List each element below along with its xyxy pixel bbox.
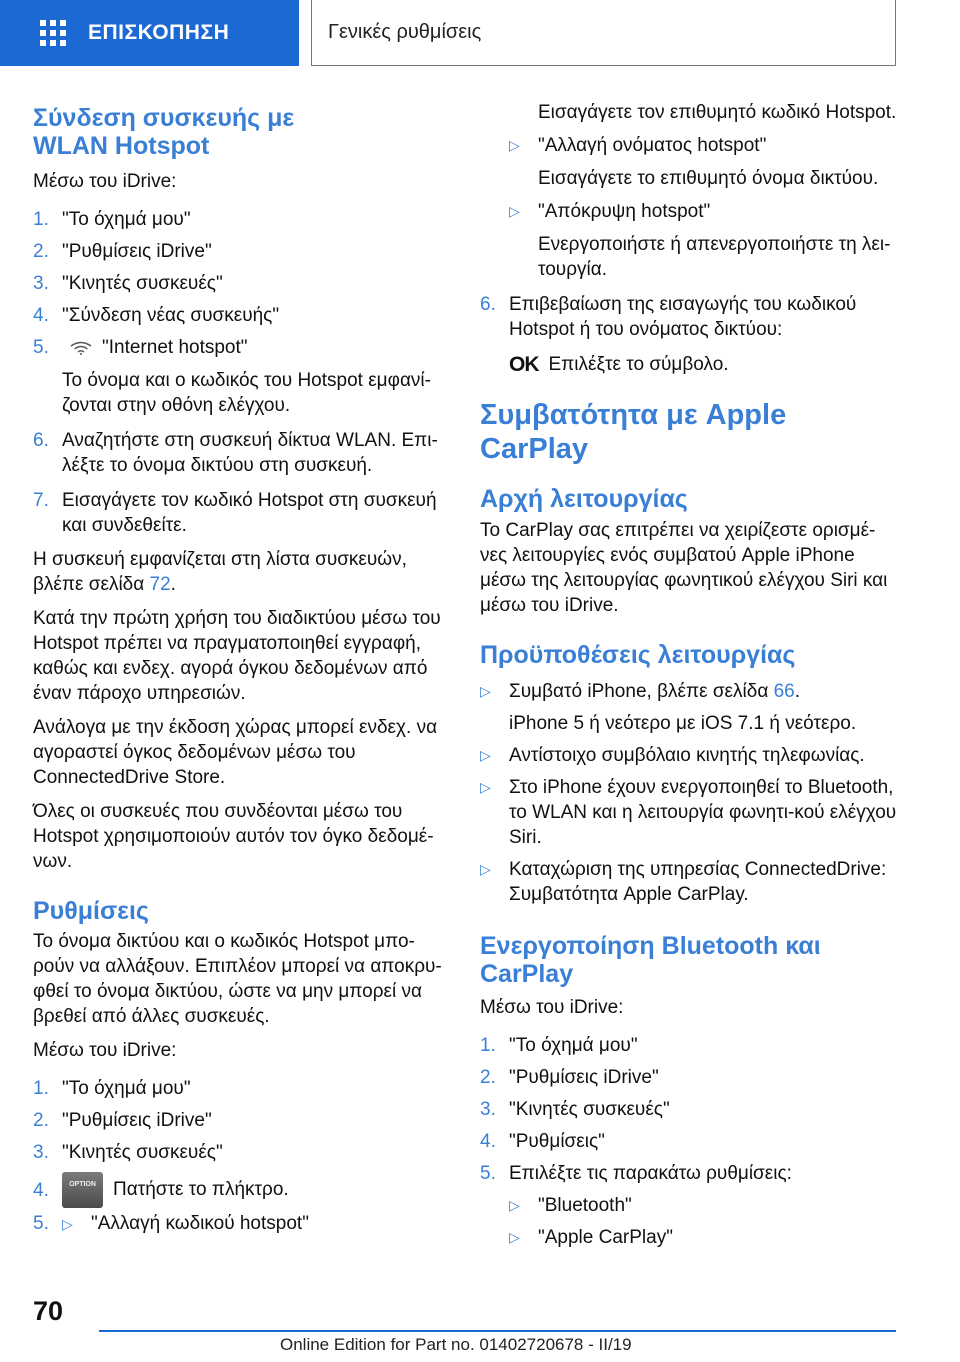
step-text: Επιλέξτε το σύμβολο.	[548, 354, 729, 375]
list-item	[480, 1193, 900, 1218]
step-text: "Κινητές συσκευές"	[509, 1099, 670, 1121]
step-number: 5.	[480, 1163, 496, 1185]
list-item	[33, 271, 453, 296]
list-item	[480, 1225, 900, 1250]
step-text: "Το όχημά μου"	[62, 209, 191, 230]
step-number: 5.	[33, 1213, 49, 1234]
step-number: 3.	[33, 273, 49, 294]
right-column	[480, 100, 900, 1250]
list-item	[33, 239, 453, 264]
bullet-note: Ενεργοποιήστε ή απενεργοποιήστε τη λει-τουργία.	[538, 234, 891, 280]
step-text: "Το όχημά μου"	[62, 1078, 191, 1099]
top-navigation-bar	[0, 0, 960, 66]
paragraph-text: .	[170, 574, 176, 595]
step-text: "Κινητές συσκευές"	[62, 273, 223, 294]
list-item	[33, 1211, 453, 1237]
list-item	[33, 428, 453, 478]
bullet-triangle-icon: ▷	[480, 779, 491, 796]
list-item	[480, 775, 900, 850]
step-number: 2.	[33, 241, 49, 262]
step-text: Αναζητήστε στη συσκευή δίκτυα WLAN. Επι-λέξτε το όνομα δικτύου στη συσκευή.	[62, 430, 438, 476]
step-text: Πατήστε το πλήκτρο.	[113, 1179, 289, 1201]
step-text: "Ρυθμίσεις iDrive"	[62, 1110, 212, 1131]
grid-menu-icon	[40, 20, 66, 46]
via-idrive-text: Μέσω του iDrive:	[33, 171, 177, 192]
bullet-note: iPhone 5 ή νεότερο με iOS 7.1 ή νεότερο.	[509, 713, 857, 735]
bullet-triangle-icon: ▷	[509, 203, 520, 219]
step-number: 4.	[33, 305, 49, 326]
step-note: Το όνομα και ο κωδικός του Hotspot εμφανί-ζονται στην οθόνη ελέγχου.	[62, 370, 431, 416]
bullet-triangle-icon: ▷	[480, 683, 491, 700]
bullet-text: Συμβατό iPhone, βλέπε σελίδα	[509, 681, 774, 703]
step-text: Επιλέξτε τις παρακάτω ρυθμίσεις:	[509, 1163, 792, 1185]
paragraph-device-list	[33, 547, 453, 597]
wifi-icon	[70, 341, 92, 355]
tab-section-title[interactable]: Γενικές ρυθμίσεις	[311, 0, 896, 66]
section-title-prerequisites: Προϋποθέσεις λειτουργίας	[480, 641, 796, 670]
step-number: 1.	[33, 209, 49, 230]
list-item	[33, 1140, 453, 1165]
step-number: 2.	[480, 1067, 496, 1089]
section-title-activate: Ενεργοποίηση Bluetooth και CarPlay	[480, 932, 821, 989]
bullet-text: "Αλλαγή ονόματος hotspot"	[538, 135, 767, 156]
section-title-carplay: Συμβατότητα με Apple CarPlay	[480, 399, 787, 466]
bullet-text: Αντίστοιχο συμβόλαιο κινητής τηλεφωνίας.	[509, 745, 865, 767]
bullet-triangle-icon: ▷	[62, 1216, 73, 1232]
step-text: Εισαγάγετε τον κωδικό Hotspot στη συσκευή και συνδεθείτε.	[62, 490, 437, 536]
step-text: "Σύνδεση νέας συσκευής"	[62, 305, 280, 326]
list-item	[480, 1033, 900, 1058]
step-text: "Αλλαγή κωδικού hotspot"	[91, 1213, 309, 1234]
page-number: 70	[33, 1296, 64, 1326]
section-title-wlan-hotspot: Σύνδεση συσκευής με WLAN Hotspot	[33, 104, 295, 160]
step-text: "Ρυθμίσεις iDrive"	[509, 1067, 659, 1089]
bullet-note: Εισαγάγετε το επιθυμητό όνομα δικτύου.	[538, 168, 879, 189]
step-number: 3.	[480, 1099, 496, 1121]
bullet-text: "Bluetooth"	[538, 1195, 632, 1217]
left-column	[33, 96, 453, 1237]
settings-steps-list	[33, 1076, 453, 1237]
step-text: "Το όχημά μου"	[509, 1035, 638, 1057]
via-idrive-text: Μέσω του iDrive:	[33, 1040, 177, 1061]
activate-steps-list	[480, 1033, 900, 1250]
paragraph-data-volume: Ανάλογα με την έκδοση χώρας μπορεί ενδεχ. να αγοραστεί όγκος δεδομένων μέσω του ConnectedDrive Store.	[33, 717, 438, 788]
list-item	[480, 1129, 900, 1154]
step-number: 5.	[33, 337, 49, 358]
list-item	[480, 679, 900, 704]
step-number: 7.	[33, 490, 49, 511]
page-link[interactable]: 72	[149, 574, 171, 595]
list-item	[480, 1097, 900, 1122]
section-title-settings: Ρυθμίσεις	[33, 897, 149, 925]
list-item	[33, 303, 453, 328]
step-text: "Ρυθμίσεις"	[509, 1131, 605, 1153]
list-item	[33, 1076, 453, 1101]
steps-list	[33, 207, 453, 538]
bullet-triangle-icon: ▷	[509, 1229, 520, 1246]
bullet-text: "Apple CarPlay"	[538, 1227, 673, 1249]
list-item	[33, 1172, 453, 1208]
tab-overview-label: ΕΠΙΣΚΟΠΗΣΗ	[88, 21, 230, 44]
footer-edition-text: Online Edition for Part no. 01402720678 - II/19	[280, 1335, 632, 1354]
step-text: "Internet hotspot"	[102, 337, 248, 358]
bullet-text: .	[794, 681, 801, 703]
paragraph-registration: Κατά την πρώτη χρήση του διαδικτύου μέσω του Hotspot πρέπει να πραγματοποιηθεί εγγραφή, καθώς και ενδεχ. αγορά όγκου δεδομένων από έναν πάροχο υπηρεσιών.	[33, 608, 441, 704]
list-item	[480, 1065, 900, 1090]
list-item	[480, 292, 900, 342]
paragraph-text: Η συσκευή εμφανίζεται στη λίστα συσκευών, βλέπε σελίδα	[33, 549, 407, 595]
section-title-principle: Αρχή λειτουργίας	[480, 485, 688, 514]
option-button-icon: OPTION	[62, 1172, 103, 1208]
list-item	[33, 1108, 453, 1133]
step-text: "Ρυθμίσεις iDrive"	[62, 241, 212, 262]
step-text: "Κινητές συσκευές"	[62, 1142, 223, 1163]
list-item	[33, 207, 453, 232]
step-number: 6.	[480, 294, 496, 315]
bullet-triangle-icon: ▷	[509, 1197, 520, 1214]
paragraph-shared-volume: Όλες οι συσκευές που συνδέονται μέσω του Hotspot χρησιμοποιούν αυτόν τον όγκο δεδομέ-νων.	[33, 801, 434, 872]
via-idrive-text: Μέσω του iDrive:	[480, 997, 624, 1019]
tab-overview[interactable]	[0, 0, 299, 66]
bullet-text: Καταχώριση της υπηρεσίας ConnectedDrive: Συμβατότητα Apple CarPlay.	[509, 859, 887, 906]
principle-paragraph: Το CarPlay σας επιτρέπει να χειρίζεστε ορισμέ-νες λειτουργίες ενός συμβατού Apple iPhone μέσω της λειτουργίας φωνητικού ελέγχου Siri και μέσω του iDrive.	[480, 520, 888, 617]
page-link[interactable]: 66	[773, 681, 795, 703]
step-text: Επιβεβαίωση της εισαγωγής του κωδικού Hotspot ή του ονόματος δικτύου:	[509, 294, 857, 340]
list-item	[33, 488, 453, 538]
step-number: 1.	[33, 1078, 49, 1099]
footer-divider	[99, 1330, 896, 1332]
bullet-text: Στο iPhone έχουν ενεργοποιηθεί το Bluetooth, το WLAN και η λειτουργία φωνητι-κού ελέγχου Siri.	[509, 777, 897, 849]
step-number: 1.	[480, 1035, 496, 1057]
bullet-triangle-icon: ▷	[509, 137, 520, 153]
list-item	[480, 1161, 900, 1186]
list-item	[480, 857, 900, 907]
bullet-text: "Απόκρυψη hotspot"	[538, 201, 711, 222]
list-item	[480, 133, 900, 158]
step-number: 6.	[33, 430, 49, 451]
list-item	[480, 743, 900, 768]
step-note: Εισαγάγετε τον επιθυμητό κωδικό Hotspot.	[538, 102, 897, 123]
list-item	[480, 199, 900, 224]
ok-instruction	[480, 352, 900, 377]
list-item	[33, 335, 453, 360]
step-number: 2.	[33, 1110, 49, 1131]
ok-icon: OK	[509, 353, 539, 377]
step-number: 3.	[33, 1142, 49, 1163]
step-number: 4.	[33, 1179, 49, 1201]
settings-paragraph: Το όνομα δικτύου και ο κωδικός Hotspot μπο-ρούν να αλλάξουν. Επιπλέον μπορεί να αποκρυ-φθεί το όνομα δικτύου, ώστε να μην μπορεί να βρεθεί από άλλες συσκευές.	[33, 931, 442, 1027]
bullet-triangle-icon: ▷	[480, 861, 491, 878]
bullet-triangle-icon: ▷	[480, 747, 491, 764]
step-number: 4.	[480, 1131, 496, 1153]
